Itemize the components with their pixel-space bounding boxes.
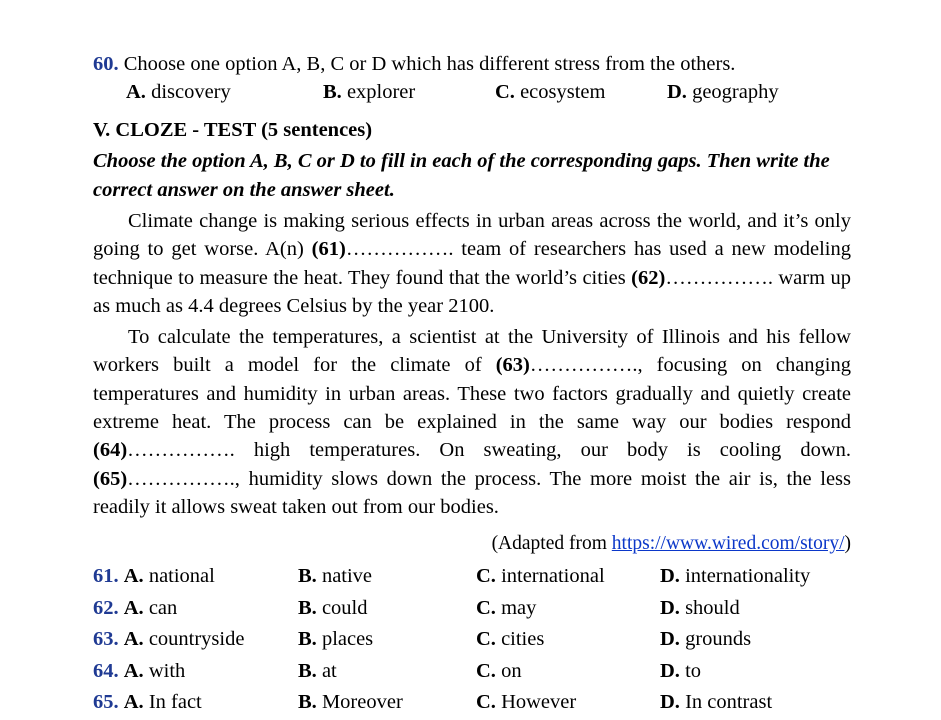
option-c: C. on	[476, 659, 522, 682]
section-title: V. CLOZE - TEST (5 sentences)	[93, 119, 373, 141]
option-c: C. However	[476, 691, 577, 714]
option-d: D. internationality	[660, 565, 811, 588]
gap-63: (63)	[495, 354, 530, 377]
option-a: A. discovery	[126, 81, 231, 103]
option-d: D. In contrast	[660, 691, 773, 714]
option-a: 65. A. In fact	[93, 691, 202, 714]
question-60	[93, 50, 851, 78]
passage-paragraph-1: Climate change is making serious effects in urban areas across the world, and it’s only going to get worse. A(n) (61)……………. team of researchers has used a new modeling technique to measure the heat. They found that the world’s cities (62)……………. warm up as much as 4.4 degrees Celsius by the year 2100.	[93, 210, 851, 317]
section-instruction: Choose the option A, B, C or D to fill in each of the corresponding gaps. Then write the correct answer on the answer sheet.	[93, 150, 830, 201]
answer-options	[93, 562, 851, 720]
option-d: D. grounds	[660, 628, 752, 651]
question-60-options	[93, 78, 851, 109]
option-b: B. at	[298, 659, 337, 682]
answer-row-61	[93, 562, 851, 594]
question-text: Choose one option A, B, C or D which has different stress from the others.	[123, 53, 736, 75]
answer-row-62	[93, 594, 851, 626]
source-link[interactable]: https://www.wired.com/story/	[611, 533, 845, 555]
gap-64: (64)	[93, 439, 128, 462]
gap-65: (65)	[93, 467, 128, 490]
option-a: 64. A. with	[93, 659, 186, 682]
option-c: C. ecosystem	[495, 81, 606, 103]
option-c: C. international	[476, 565, 605, 588]
option-c: C. may	[476, 596, 537, 619]
question-number: 60.	[93, 53, 119, 75]
option-a: 63. A. countryside	[93, 628, 245, 651]
option-b: B. could	[298, 596, 368, 619]
option-a: 61. A. national	[93, 565, 215, 588]
option-b: B. native	[298, 565, 373, 588]
gap-61: (61)	[311, 238, 346, 261]
answer-row-63	[93, 625, 851, 657]
option-c: C. cities	[476, 628, 545, 651]
gap-62: (62)	[631, 266, 666, 289]
worksheet-page	[93, 50, 851, 720]
source-citation: (Adapted from https://www.wired.com/story/)	[491, 533, 851, 555]
option-b: B. Moreover	[298, 691, 403, 714]
answer-row-65	[93, 688, 851, 720]
option-d: D. should	[660, 596, 740, 619]
option-d: D. geography	[667, 81, 779, 103]
option-a: 62. A. can	[93, 596, 178, 619]
option-b: B. explorer	[323, 81, 416, 103]
answer-row-64	[93, 657, 851, 689]
passage-paragraph-2: To calculate the temperatures, a scientist at the University of Illinois and his fellow workers built a model for the climate of (63)……………., focusing on changing temperatures and humidity in urban areas. These two factors gradually and quietly create extreme heat. The process can be explained in the same way our bodies respond (64)……………. high temperatures. On sweating, our body is cooling down. (65)……………., humidity slows down the process. The more moist the air is, the less readily it allows sweat taken out from our bodies.	[93, 326, 851, 518]
option-d: D. to	[660, 659, 702, 682]
option-b: B. places	[298, 628, 374, 651]
